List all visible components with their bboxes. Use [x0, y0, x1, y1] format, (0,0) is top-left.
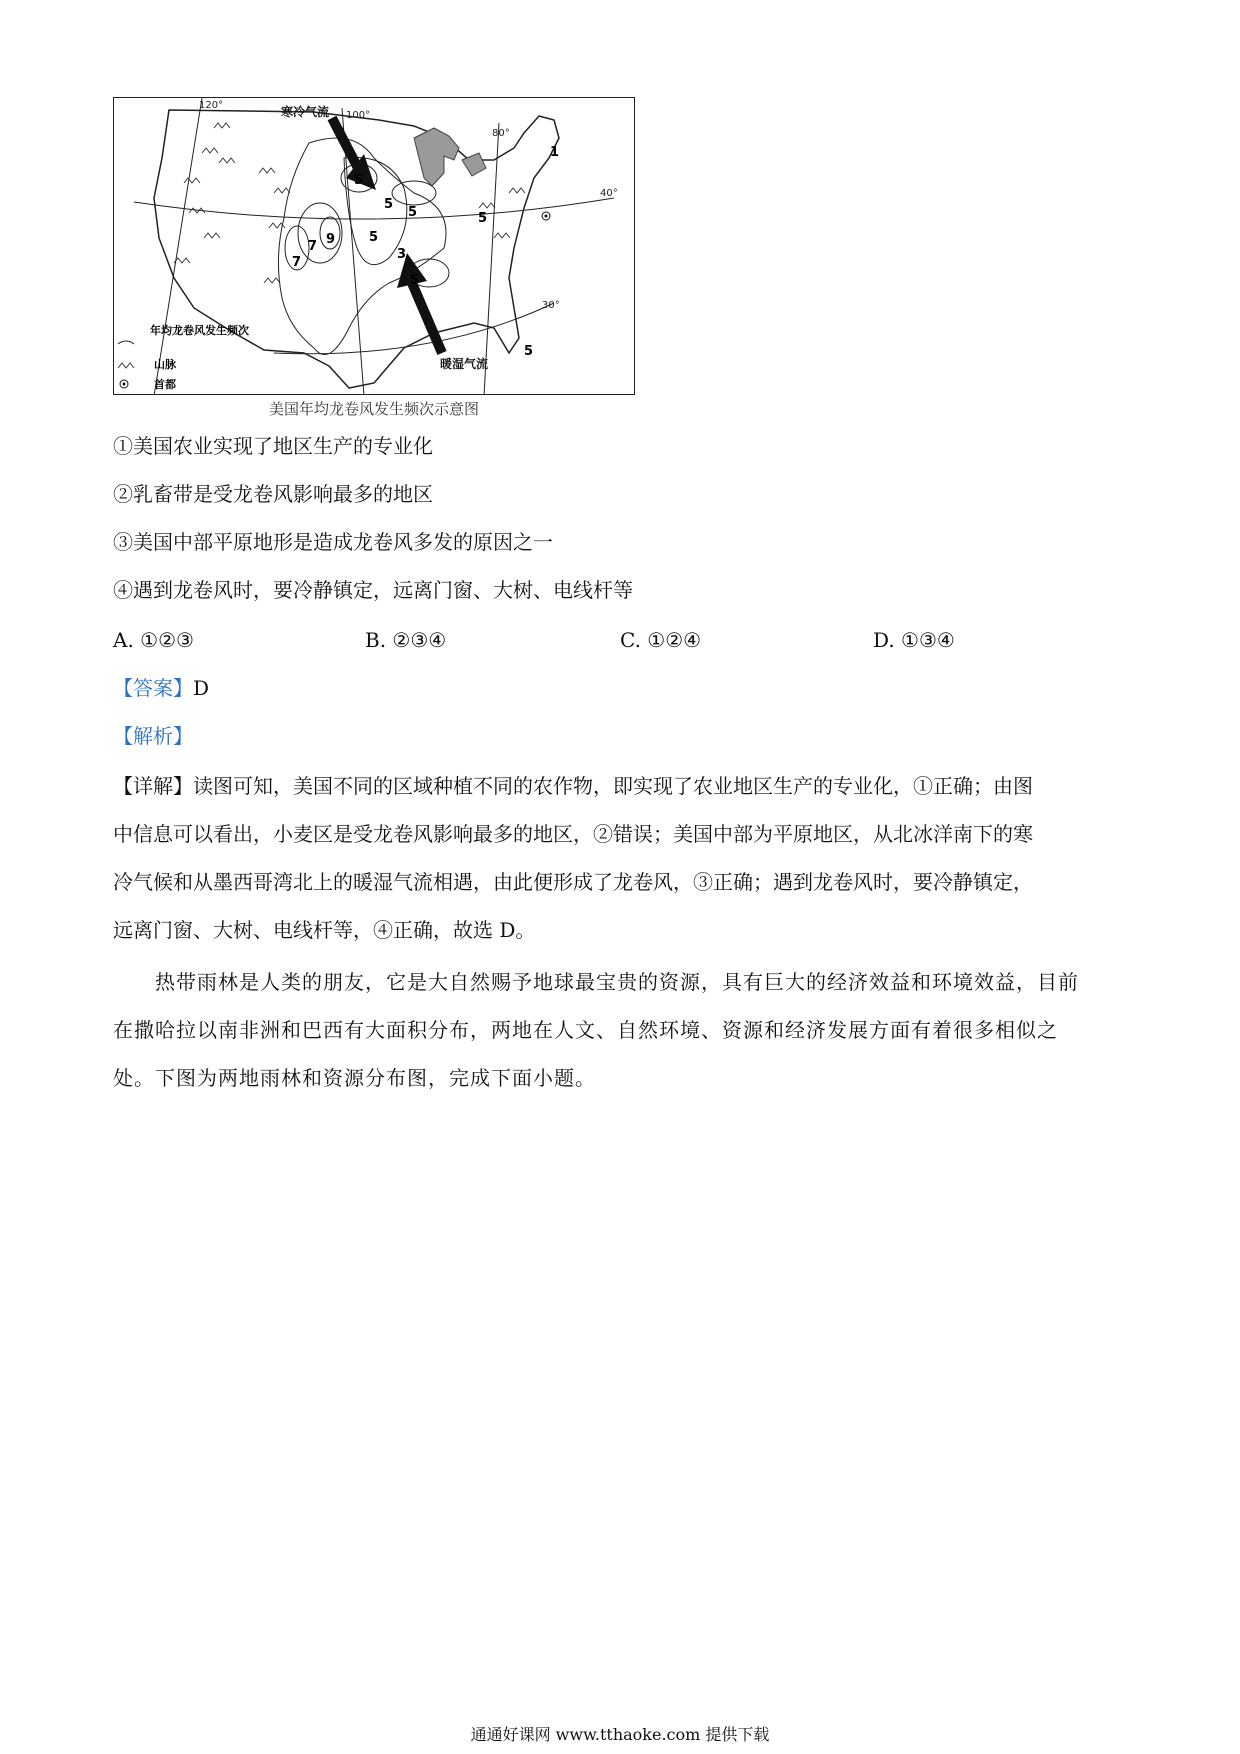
contour-value: 7 [308, 239, 318, 254]
statement-2: ②乳畜带是受龙卷风影响最多的地区 [113, 482, 433, 506]
us-map-svg [114, 98, 635, 395]
option-a: A. ①②③ [113, 628, 194, 652]
analysis-heading [113, 724, 193, 748]
detail-label: 【详解】 [113, 774, 193, 798]
longitude-80-line [484, 123, 499, 395]
legend-capital-label: 首都 [154, 378, 176, 391]
option-b: B. ②③④ [365, 628, 447, 652]
detail-paragraph [113, 762, 1123, 954]
reading-passage [113, 958, 1123, 1102]
map-caption: 美国年均龙卷风发生频次示意图 [268, 400, 479, 418]
contour-value: 9 [326, 232, 336, 247]
passage-line: 处。下图为两地雨林和资源分布图，完成下面小题。 [113, 1066, 596, 1090]
lon-120-label: 120° [199, 100, 224, 111]
detail-line: 远离门窗、大树、电线杆等，④正确，故选 D。 [113, 918, 536, 942]
warm-flow-label: 暖湿气流 [440, 357, 489, 371]
option-d: D. ①③④ [873, 628, 955, 652]
passage-line: 热带雨林是人类的朋友，它是大自然赐予地球最宝贵的资源，具有巨大的经济效益和环境效益，目前 [155, 970, 1079, 994]
answer-line [113, 676, 209, 700]
contour-value: 5 [410, 273, 420, 288]
contour-value: 5 [524, 344, 534, 359]
detail-line [113, 762, 1123, 810]
legend-isoline-icon [118, 341, 134, 344]
latitude-30-line [274, 303, 554, 354]
great-lakes [414, 128, 486, 186]
legend-mountain-label: 山脉 [154, 358, 176, 371]
contour-value: 5 [384, 197, 394, 212]
lon-80-label: 80° [492, 128, 510, 139]
statement-4: ④遇到龙卷风时，要冷静镇定，远离门窗、大树、电线杆等 [113, 578, 633, 602]
statement-3: ③美国中部平原地形是造成龙卷风多发的原因之一 [113, 530, 553, 554]
option-c: C. ①②④ [620, 628, 702, 652]
statement-1: ①美国农业实现了地区生产的专业化 [113, 434, 433, 458]
cold-flow-label: 寒冷气流 [281, 105, 330, 119]
lat-30-label: 30° [542, 300, 560, 311]
detail-line: 中信息可以看出，小麦区是受龙卷风影响最多的地区，②错误；美国中部为平原地区，从北冰洋南下的寒 [113, 822, 1033, 846]
legend-isoline-label [150, 323, 249, 337]
contour-value: 5 [369, 230, 379, 245]
legend-isoline-text: 年均龙卷风发生频次 [150, 324, 249, 337]
passage-line: 在撒哈拉以南非洲和巴西有大面积分布，两地在人文、自然环境、资源和经济发展方面有着很多相似之 [113, 1018, 1058, 1042]
contour-value: 3 [397, 247, 407, 262]
contour-value: 5 [408, 205, 418, 220]
analysis-label: 【解析】 [113, 724, 193, 748]
answer-label: 【答案】 [113, 676, 193, 700]
cold-flow-arrow [332, 118, 359, 170]
page-footer: 通通好课网 www.tthaoke.com 提供下载 [470, 1725, 770, 1744]
contour-value: 7 [292, 255, 302, 270]
contour-value: 5 [478, 211, 488, 226]
detail-line: 冷气候和从墨西哥湾北上的暖湿气流相遇，由此便形成了龙卷风，③正确；遇到龙卷风时，要冷静镇定， [113, 870, 1033, 894]
lon-100-label: 100° [346, 110, 371, 121]
us-outline [154, 110, 559, 388]
tornado-map [113, 97, 635, 395]
lat-40-label: 40° [600, 188, 618, 199]
detail-line-1-text: 读图可知，美国不同的区域种植不同的农作物，即实现了农业地区生产的专业化，①正确；由图 [193, 774, 1033, 798]
longitude-120-line [154, 98, 202, 395]
contour-value: 1 [550, 145, 560, 160]
legend-mountain-icon [118, 363, 134, 368]
answer-value: D [193, 676, 210, 700]
contour-value: 5 [354, 173, 364, 188]
